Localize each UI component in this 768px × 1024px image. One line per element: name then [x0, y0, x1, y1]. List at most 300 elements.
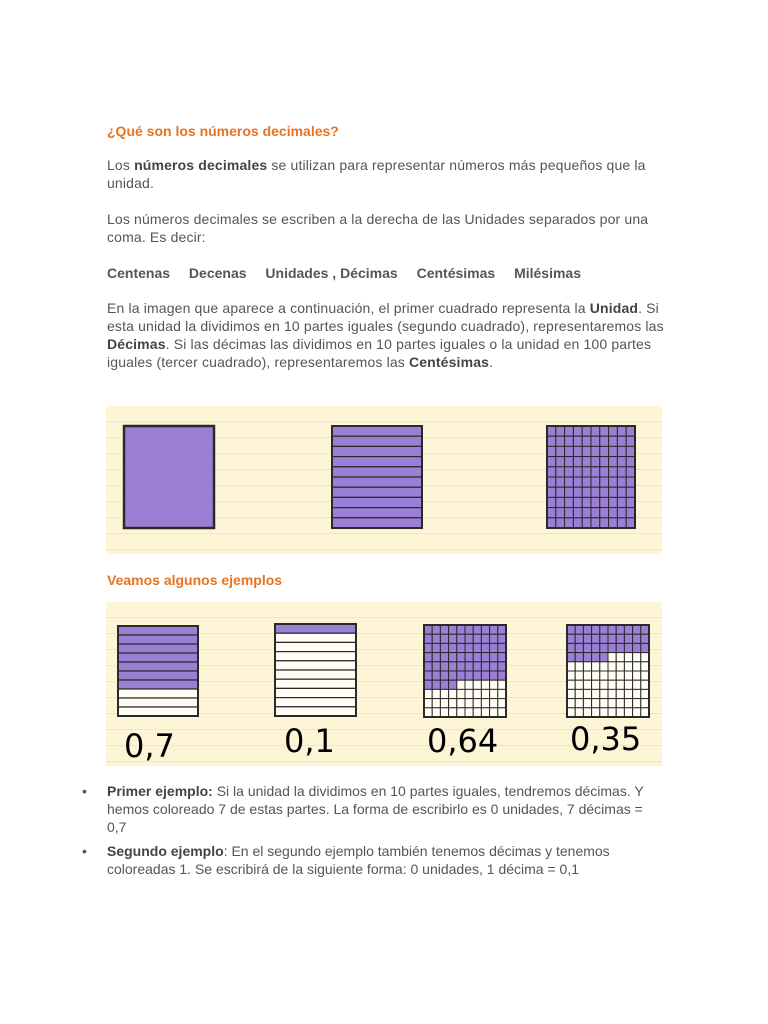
example-4-square-cell: [600, 653, 608, 662]
example-3-square-cell: [449, 643, 457, 652]
hundredths-square-cell: [600, 446, 609, 456]
hundredths-square-cell: [556, 518, 565, 528]
example-3-square-cell: [490, 634, 498, 643]
hundredths-square-cell: [565, 497, 574, 507]
example-4-square-cell: [600, 680, 608, 689]
example-3-square-cell: [473, 634, 481, 643]
example-3-square-cell: [498, 689, 506, 698]
units-figure: [106, 406, 662, 554]
example-3-square-cell: [424, 662, 432, 671]
hundredths-square-cell: [591, 518, 600, 528]
example-3-square-cell: [481, 699, 489, 708]
example-3-square-cell: [473, 680, 481, 689]
explanation-paragraph: [107, 299, 667, 371]
text: . Si esta unidad la dividimos en 10 partes iguales (segundo cuadrado), representaremos las: [107, 300, 664, 334]
example-4-square-cell: [600, 625, 608, 634]
bold-term: Unidad: [589, 300, 639, 316]
example-3-square-cell: [473, 689, 481, 698]
example-2-square-row: [275, 624, 356, 633]
example-3-square-cell: [473, 653, 481, 662]
example-4-square-cell: [592, 662, 600, 671]
example-3-square-cell: [424, 625, 432, 634]
list-item-title: Primer ejemplo:: [107, 783, 213, 799]
example-3-square-cell: [490, 671, 498, 680]
example-3-square-cell: [449, 699, 457, 708]
example-3-square-cell: [473, 708, 481, 717]
example-4-square-cell: [641, 671, 649, 680]
example-3-square-cell: [440, 708, 448, 717]
hundredths-square-cell: [565, 457, 574, 467]
example-4-square-cell: [608, 708, 616, 717]
example-3-square-cell: [432, 689, 440, 698]
example-4-square-cell: [567, 625, 575, 634]
example-2-square-row: [275, 670, 356, 679]
example-1-square-row: [118, 635, 198, 644]
example-4-square-cell: [624, 671, 632, 680]
hundredths-square-cell: [556, 426, 565, 436]
example-4-square-cell: [616, 671, 624, 680]
example-3-square-cell: [424, 680, 432, 689]
example-4-square-cell: [616, 689, 624, 698]
example-4-square-cell: [616, 662, 624, 671]
hundredths-square-cell: [573, 467, 582, 477]
example-3-square-cell: [424, 689, 432, 698]
example-4-square-cell: [567, 689, 575, 698]
hundredths-square-cell: [617, 467, 626, 477]
list-item-text: Si la unidad la dividimos en 10 partes iguales, tendremos décimas. Y hemos coloreado 7 de estas partes. La forma de escribirlo es 0 unidades, 7 décimas = 0,7: [107, 783, 644, 835]
hundredths-square-cell: [609, 487, 618, 497]
example-4-square-cell: [575, 643, 583, 652]
list-item-text: : En el segundo ejemplo también tenemos décimas y tenemos coloreadas 1. Se escribirá de la siguiente forma: 0 unidades, 1 décima = 0,1: [107, 843, 610, 877]
examples-heading: Veamos algunos ejemplos: [107, 572, 283, 588]
hundredths-square-cell: [617, 508, 626, 518]
hundredths-square-cell: [547, 467, 556, 477]
hundredths-square-cell: [573, 508, 582, 518]
tenths-square-row: [332, 497, 422, 507]
example-4-square-cell: [567, 671, 575, 680]
hundredths-square-cell: [547, 508, 556, 518]
intro-paragraph: [107, 156, 667, 192]
hundredths-square-cell: [547, 457, 556, 467]
example-4-square-cell: [583, 680, 591, 689]
hundredths-square-cell: [565, 518, 574, 528]
example-4-square-cell: [575, 699, 583, 708]
example-3-square-cell: [490, 625, 498, 634]
hundredths-square-cell: [600, 467, 609, 477]
hundredths-square-cell: [609, 497, 618, 507]
example-3-square-cell: [449, 625, 457, 634]
example-1-square-row: [118, 662, 198, 671]
hundredths-square-cell: [556, 477, 565, 487]
example-4-square-cell: [608, 699, 616, 708]
example-4-square-cell: [641, 634, 649, 643]
example-3-square-cell: [440, 634, 448, 643]
example-4-square-cell: [624, 643, 632, 652]
place-centesimas: Centésimas: [416, 265, 496, 281]
tenths-square-row: [332, 518, 422, 528]
example-4-square-cell: [624, 708, 632, 717]
hundredths-square-cell: [582, 426, 591, 436]
example-3-square-cell: [449, 689, 457, 698]
hundredths-square-cell: [582, 497, 591, 507]
example-4-square-cell: [575, 671, 583, 680]
example-4-square-cell: [567, 662, 575, 671]
place-decenas: Decenas: [188, 265, 247, 281]
unit-square: [124, 426, 214, 528]
example-4-square-cell: [616, 708, 624, 717]
examples-list: [72, 782, 662, 884]
hundredths-square-cell: [600, 497, 609, 507]
tenths-square-row: [332, 426, 422, 436]
example-3-square-cell: [465, 699, 473, 708]
hundredths-square-cell: [617, 477, 626, 487]
example-1-square-row: [118, 671, 198, 680]
example-3-square-cell: [432, 662, 440, 671]
hundredths-square-cell: [573, 477, 582, 487]
example-4-square-cell: [583, 625, 591, 634]
example-4-square-cell: [600, 671, 608, 680]
tenths-square-row: [332, 457, 422, 467]
example-3-square-cell: [465, 634, 473, 643]
example-4-square-cell: [575, 653, 583, 662]
hundredths-square-cell: [547, 426, 556, 436]
hundredths-square-cell: [547, 497, 556, 507]
hundredths-square-cell: [556, 446, 565, 456]
hundredths-square-cell: [626, 467, 635, 477]
hundredths-square-cell: [626, 518, 635, 528]
hundredths-square-cell: [556, 497, 565, 507]
example-3-square-cell: [440, 680, 448, 689]
example-4-square-cell: [641, 662, 649, 671]
hundredths-square-cell: [591, 508, 600, 518]
hundredths-square-cell: [626, 497, 635, 507]
example-4-square-cell: [633, 662, 641, 671]
example-4-square-cell: [575, 708, 583, 717]
hundredths-square-cell: [591, 457, 600, 467]
hundredths-square-cell: [617, 518, 626, 528]
example-3-square-cell: [481, 689, 489, 698]
example-4-square-cell: [592, 625, 600, 634]
example-4-square-cell: [575, 634, 583, 643]
hundredths-square-cell: [591, 477, 600, 487]
hundredths-square-cell: [547, 518, 556, 528]
example-1-square-row: [118, 680, 198, 689]
example-4-square-cell: [608, 643, 616, 652]
example-4-square-cell: [575, 680, 583, 689]
hundredths-square-cell: [626, 436, 635, 446]
example-4-square-cell: [641, 625, 649, 634]
example-4-square-cell: [583, 653, 591, 662]
example-4-square-cell: [624, 680, 632, 689]
hundredths-square-cell: [591, 467, 600, 477]
bold-term: Décimas: [107, 336, 166, 352]
example-4-square-cell: [633, 653, 641, 662]
example-3-square-cell: [481, 708, 489, 717]
example-1-square-row: [118, 689, 198, 698]
hundredths-square-cell: [600, 436, 609, 446]
example-3-square-cell: [498, 708, 506, 717]
example-3-square-cell: [481, 671, 489, 680]
example-1-square-row: [118, 707, 198, 716]
hundredths-square-cell: [565, 436, 574, 446]
example-1-square-row: [118, 698, 198, 707]
hundredths-square-cell: [600, 518, 609, 528]
example-4-square-cell: [641, 653, 649, 662]
examples-figure-svg: [106, 602, 662, 766]
example-3-square-cell: [424, 708, 432, 717]
hundredths-square-cell: [565, 467, 574, 477]
hundredths-square-cell: [565, 477, 574, 487]
example-3-square-cell: [481, 662, 489, 671]
example-3-square-cell: [490, 699, 498, 708]
example-2-square-row: [275, 688, 356, 697]
example-label-1: 0,7: [124, 727, 175, 765]
example-3-square-cell: [457, 634, 465, 643]
example-3-square-cell: [457, 680, 465, 689]
example-3-square-cell: [424, 634, 432, 643]
hundredths-square-cell: [582, 508, 591, 518]
example-3-square-cell: [457, 689, 465, 698]
hundredths-square-cell: [547, 436, 556, 446]
example-4-square-cell: [608, 680, 616, 689]
hundredths-square-cell: [626, 426, 635, 436]
example-4-square-cell: [624, 625, 632, 634]
example-3-square-cell: [432, 671, 440, 680]
hundredths-square-cell: [547, 487, 556, 497]
example-4-square-cell: [567, 634, 575, 643]
example-4-square-cell: [583, 643, 591, 652]
text: .: [489, 354, 494, 370]
example-3-square-cell: [432, 653, 440, 662]
example-4-square-cell: [608, 634, 616, 643]
hundredths-square-cell: [573, 518, 582, 528]
example-4-square-cell: [567, 643, 575, 652]
example-3-square-cell: [440, 699, 448, 708]
hundredths-square-cell: [556, 436, 565, 446]
hundredths-square-cell: [600, 487, 609, 497]
hundredths-square-cell: [565, 426, 574, 436]
example-1-square-row: [118, 653, 198, 662]
example-4-square-cell: [583, 699, 591, 708]
example-3-square-cell: [432, 634, 440, 643]
hundredths-square-cell: [600, 477, 609, 487]
example-4-square-cell: [641, 643, 649, 652]
example-3-square-cell: [498, 625, 506, 634]
hundredths-square-cell: [556, 508, 565, 518]
example-3-square-cell: [473, 671, 481, 680]
hundredths-square-cell: [609, 508, 618, 518]
hundredths-square-cell: [582, 436, 591, 446]
example-4-square-cell: [575, 662, 583, 671]
hundredths-square-cell: [626, 477, 635, 487]
hundredths-square-cell: [617, 487, 626, 497]
hundredths-square-cell: [573, 457, 582, 467]
list-item: [72, 782, 662, 836]
example-4-square-cell: [633, 689, 641, 698]
example-3-square-cell: [457, 699, 465, 708]
hundredths-square-cell: [609, 518, 618, 528]
example-4-square-cell: [616, 634, 624, 643]
example-4-square-cell: [600, 699, 608, 708]
example-4-square-cell: [624, 634, 632, 643]
example-4-square-cell: [592, 643, 600, 652]
example-4-square-cell: [633, 643, 641, 652]
section-heading: ¿Qué son los números decimales?: [107, 123, 339, 139]
hundredths-square-cell: [573, 497, 582, 507]
example-3-square-cell: [432, 708, 440, 717]
place-milesimas: Milésimas: [514, 265, 581, 281]
example-3-square-cell: [440, 689, 448, 698]
example-label-2: 0,1: [284, 722, 335, 760]
example-3-square-cell: [449, 708, 457, 717]
tenths-square-row: [332, 487, 422, 497]
place-value-row: [107, 264, 667, 282]
hundredths-square-cell: [556, 487, 565, 497]
example-3-square-cell: [432, 643, 440, 652]
hundredths-square-cell: [617, 436, 626, 446]
example-3-square-cell: [465, 708, 473, 717]
example-3-square-cell: [481, 643, 489, 652]
example-4-square-cell: [641, 680, 649, 689]
example-3-square-cell: [449, 634, 457, 643]
example-4-square-cell: [633, 680, 641, 689]
example-3-square-cell: [440, 643, 448, 652]
tenths-square-row: [332, 467, 422, 477]
example-4-square-cell: [608, 625, 616, 634]
place-centenas: Centenas: [107, 265, 171, 281]
example-4-square-cell: [616, 699, 624, 708]
tenths-square-row: [332, 436, 422, 446]
example-3-square-cell: [449, 680, 457, 689]
hundredths-square-cell: [547, 477, 556, 487]
text: En la imagen que aparece a continuación, el primer cuadrado representa la: [107, 300, 590, 316]
example-4-square-cell: [616, 643, 624, 652]
example-3-square-cell: [424, 671, 432, 680]
example-2-square-row: [275, 661, 356, 670]
text: se utilizan para representar números más pequeños que la unidad.: [107, 157, 646, 191]
hundredths-square-cell: [582, 446, 591, 456]
example-2-square-row: [275, 633, 356, 642]
example-3-square-cell: [457, 653, 465, 662]
hundredths-square-cell: [556, 457, 565, 467]
bold-term: números decimales: [134, 157, 268, 173]
example-4-square-cell: [583, 634, 591, 643]
example-4-square-cell: [624, 662, 632, 671]
example-4-square-cell: [575, 689, 583, 698]
example-2-square-row: [275, 652, 356, 661]
hundredths-square-cell: [565, 446, 574, 456]
hundredths-square-cell: [582, 518, 591, 528]
hundredths-square-cell: [582, 487, 591, 497]
example-4-square-cell: [567, 708, 575, 717]
example-3-square-cell: [498, 699, 506, 708]
hundredths-square-cell: [591, 497, 600, 507]
hundredths-square-cell: [617, 497, 626, 507]
example-3-square-cell: [424, 643, 432, 652]
example-3-square-cell: [440, 625, 448, 634]
example-4-square-cell: [583, 662, 591, 671]
example-3-square-cell: [465, 689, 473, 698]
example-3-square-cell: [465, 653, 473, 662]
example-4-square-cell: [600, 634, 608, 643]
example-4-square-cell: [600, 643, 608, 652]
example-3-square-cell: [432, 699, 440, 708]
hundredths-square-cell: [600, 508, 609, 518]
example-4-square-cell: [583, 671, 591, 680]
hundredths-square-cell: [573, 446, 582, 456]
example-3-square-cell: [424, 653, 432, 662]
example-4-square-cell: [592, 708, 600, 717]
tenths-square-row: [332, 477, 422, 487]
hundredths-square-cell: [565, 508, 574, 518]
hundredths-square-cell: [626, 487, 635, 497]
hundredths-square-cell: [547, 446, 556, 456]
example-label-3: 0,64: [427, 722, 499, 760]
example-3-square-cell: [465, 643, 473, 652]
hundredths-square-cell: [617, 457, 626, 467]
notation-paragraph: Los números decimales se escriben a la derecha de las Unidades separados por una coma. Es decir:: [107, 211, 649, 245]
example-4-square-cell: [592, 699, 600, 708]
example-4-square-cell: [583, 689, 591, 698]
list-item-title: Segundo ejemplo: [107, 843, 224, 859]
example-3-square-cell: [498, 671, 506, 680]
hundredths-square-cell: [600, 457, 609, 467]
example-4-square-cell: [624, 653, 632, 662]
example-3-square-cell: [432, 680, 440, 689]
hundredths-square-cell: [582, 477, 591, 487]
examples-figure: [106, 602, 662, 766]
example-4-square-cell: [583, 708, 591, 717]
example-3-square-cell: [440, 653, 448, 662]
units-figure-svg: [106, 406, 662, 554]
example-4-square-cell: [641, 699, 649, 708]
text: . Si las décimas las dividimos en 10 partes iguales o la unidad en 100 partes iguales (tercer cuadrado), representaremos las: [107, 336, 652, 370]
example-3-square-cell: [481, 625, 489, 634]
example-1-square-row: [118, 644, 198, 653]
example-1-square-row: [118, 626, 198, 635]
article: [107, 122, 667, 371]
hundredths-square-cell: [617, 446, 626, 456]
example-3-square-cell: [498, 662, 506, 671]
example-2-square-row: [275, 679, 356, 688]
example-4-square-cell: [592, 653, 600, 662]
example-4-square-cell: [633, 708, 641, 717]
example-3-square-cell: [473, 643, 481, 652]
hundredths-square-cell: [565, 487, 574, 497]
hundredths-square-cell: [609, 446, 618, 456]
place-unidades-decimas: Unidades , Décimas: [265, 265, 398, 281]
example-4-square-cell: [567, 699, 575, 708]
bold-term: Centésimas: [408, 354, 490, 370]
hundredths-square-cell: [591, 436, 600, 446]
text: Los: [107, 157, 135, 173]
example-3-square-cell: [432, 625, 440, 634]
example-3-square-cell: [457, 625, 465, 634]
hundredths-square-cell: [573, 487, 582, 497]
example-4-square-cell: [641, 689, 649, 698]
example-3-square-cell: [490, 708, 498, 717]
example-4-square-cell: [633, 699, 641, 708]
example-2-square-row: [275, 698, 356, 707]
example-3-square-cell: [490, 689, 498, 698]
example-3-square-cell: [465, 662, 473, 671]
example-3-square-cell: [481, 634, 489, 643]
example-4-square-cell: [592, 680, 600, 689]
hundredths-square-cell: [617, 426, 626, 436]
example-4-square-cell: [633, 671, 641, 680]
example-3-square-cell: [490, 662, 498, 671]
example-4-square-cell: [624, 689, 632, 698]
